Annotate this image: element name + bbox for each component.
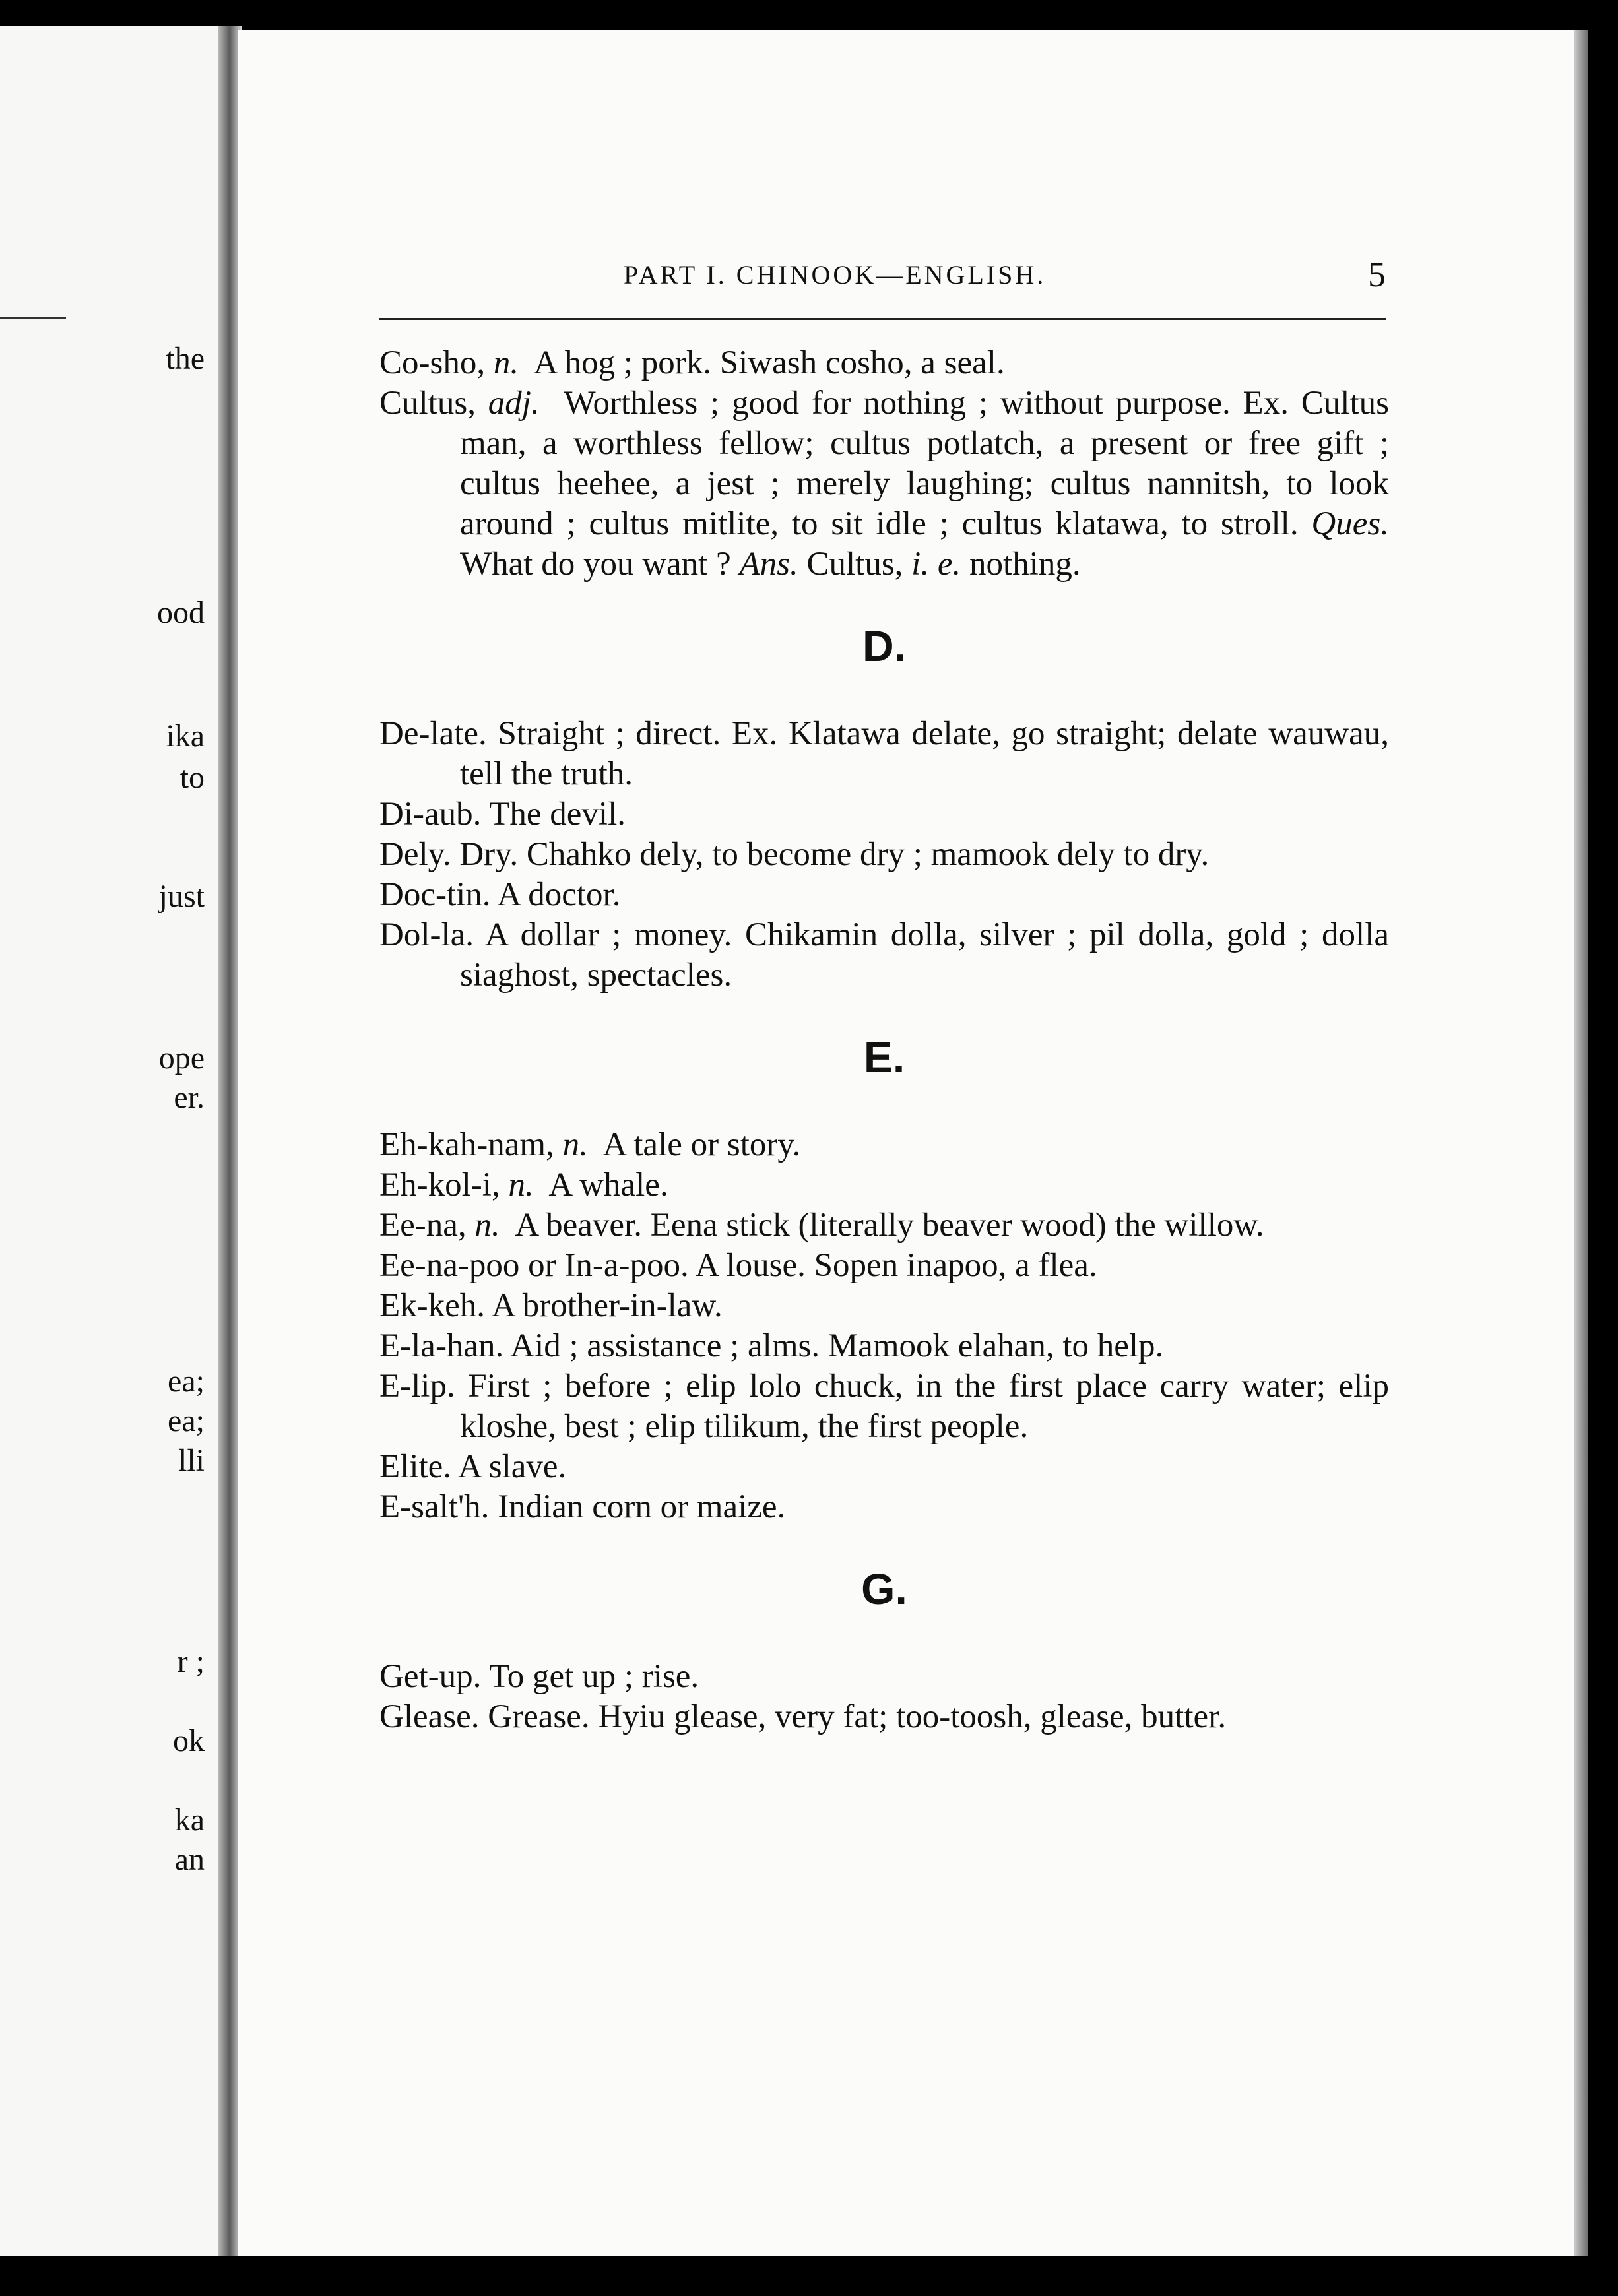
entry-definition: Grease. Hyiu glease, very fat; too-toosh, glease, butter. [488, 1698, 1227, 1735]
entry-definition: First ; before ; elip lolo chuck, in the first place carry water; elip kloshe, best ; elip tilikum, the first people. [460, 1368, 1390, 1445]
facing-page-fragment-text: ood [157, 595, 205, 630]
entry-definition: A beaver. Eena stick (literally beaver wood) the willow. [515, 1207, 1264, 1244]
entry [379, 1366, 1389, 1447]
entry-headword: Get-up. [379, 1658, 482, 1695]
facing-page-fragment-text: an [174, 1842, 205, 1877]
entry [379, 794, 1389, 835]
entry-headword: Dol-la. [379, 916, 474, 953]
entry-headword: Glease. [379, 1698, 480, 1735]
facing-page-fragment-text: ka [174, 1802, 205, 1837]
facing-page-fragment-text: ea; [168, 1364, 205, 1399]
entry-headword: Ee-na, [379, 1207, 467, 1244]
entry-definition: Dry. Chahko dely, to become dry ; mamook dely to dry. [459, 836, 1210, 873]
header-rule [379, 318, 1386, 320]
entry-definition: Indian corn or maize. [498, 1488, 786, 1525]
entry-definition: To get up ; rise. [489, 1658, 699, 1695]
section-d [379, 616, 1389, 996]
entry [379, 383, 1389, 585]
entry-definition: Aid ; assistance ; alms. Mamook elahan, to help. [510, 1327, 1164, 1364]
entry [379, 1697, 1389, 1737]
facing-page-fragment-text: just [158, 879, 205, 914]
entry [379, 1326, 1389, 1366]
entry [379, 714, 1389, 794]
entry [379, 875, 1389, 915]
page-edge [1574, 30, 1588, 2256]
entry-headword: Elite. [379, 1448, 452, 1485]
entry-definition: A hog ; pork. Siwash cosho, a seal. [533, 344, 1005, 381]
entry-definition: The devil. [489, 796, 626, 833]
entry [379, 1286, 1389, 1326]
facing-page-fragment-text: the [166, 341, 205, 376]
entry-headword: Eh-kah-nam, [379, 1126, 554, 1163]
entry-definition: A whale. [548, 1166, 668, 1203]
facing-page-fragment-text: er. [174, 1080, 205, 1115]
entry [379, 835, 1389, 875]
section-heading: E. [863, 1033, 905, 1081]
entry-ie-text: nothing. [969, 546, 1081, 583]
section-heading: D. [862, 622, 906, 670]
entry-definition: A brother-in-law. [491, 1287, 723, 1324]
entry-definition: A slave. [458, 1448, 567, 1485]
entry-headword: Co-sho, [379, 344, 486, 381]
section-e [379, 1027, 1389, 1527]
entry-headword: Doc-tin. [379, 876, 491, 913]
entry-part-of-speech: n. [562, 1126, 588, 1163]
entry [379, 1246, 1389, 1286]
facing-page-fragment-text: r ; [177, 1644, 205, 1679]
section-heading: G. [861, 1564, 907, 1613]
entry-headword: Dely. [379, 836, 451, 873]
entry [379, 1165, 1389, 1205]
section-c [379, 343, 1389, 585]
entry [379, 1125, 1389, 1165]
entry-headword: Ee-na-poo or In-a-poo. [379, 1247, 689, 1284]
section-g [379, 1559, 1389, 1737]
entry-headword: Di-aub. [379, 796, 482, 833]
entry-headword: Cultus, [379, 385, 476, 422]
entry [379, 1487, 1389, 1527]
entry-ie-label: i. e. [911, 546, 961, 583]
facing-page-fragment-text: lli [178, 1443, 205, 1478]
running-head: PART I. CHINOOK—ENGLISH. [624, 260, 1047, 290]
entry-definition: A doctor. [497, 876, 621, 913]
entry-definition: Worthless ; good for nothing ; without purpose. Ex. Cultus man, a worthless fellow; cultus potlatch, a present or free gift ; cultus heehee, a jest ; merely laughing; cultus nannitsh, to look around ; cultus mitlite, to sit idle ; cultus klatawa, to stroll. [460, 385, 1389, 542]
entry-headword: E-salt'h. [379, 1488, 490, 1525]
entry-definition: A louse. Sopen inapoo, a flea. [695, 1247, 1097, 1284]
entry-ans-text: Cultus, [806, 546, 903, 583]
entry [379, 1657, 1389, 1697]
facing-page-fragment-text: ope [158, 1040, 205, 1075]
entry [379, 915, 1389, 996]
entry-definition: A tale or story. [602, 1126, 801, 1163]
entry [379, 1447, 1389, 1487]
facing-page-fragment-text: ok [173, 1723, 205, 1758]
entry-definition: A dollar ; money. Chikamin dolla, silver ; pil dolla, gold ; dolla siaghost, spectacles. [460, 916, 1389, 994]
page-number: 5 [1368, 255, 1386, 294]
entry-headword: E-lip. [379, 1368, 455, 1405]
entry [379, 343, 1389, 383]
entry-part-of-speech: n. [508, 1166, 534, 1203]
entry-part-of-speech: n. [493, 344, 519, 381]
facing-page-rule [0, 317, 66, 319]
entry-headword: De-late. [379, 715, 487, 752]
facing-page-fragment-text: to [179, 760, 205, 795]
entry-headword: Ek-keh. [379, 1287, 486, 1324]
entry-part-of-speech: adj. [488, 385, 540, 422]
entry-headword: E-la-han. [379, 1327, 504, 1364]
entry-definition: Straight ; direct. Ex. Klatawa delate, go straight; delate wauwau, tell the truth. [460, 715, 1390, 792]
facing-page-fragment-text: ika [166, 718, 205, 753]
entry-ques-text: What do you want ? [460, 546, 731, 583]
facing-page-fragment-text: ea; [168, 1403, 205, 1438]
entry [379, 1205, 1389, 1246]
entry-ans-label: Ans. [739, 546, 798, 583]
entry-ques-label: Ques. [1311, 505, 1389, 542]
dictionary-content [379, 343, 1389, 1737]
entry-headword: Eh-kol-i, [379, 1166, 500, 1203]
entry-part-of-speech: n. [474, 1207, 500, 1244]
